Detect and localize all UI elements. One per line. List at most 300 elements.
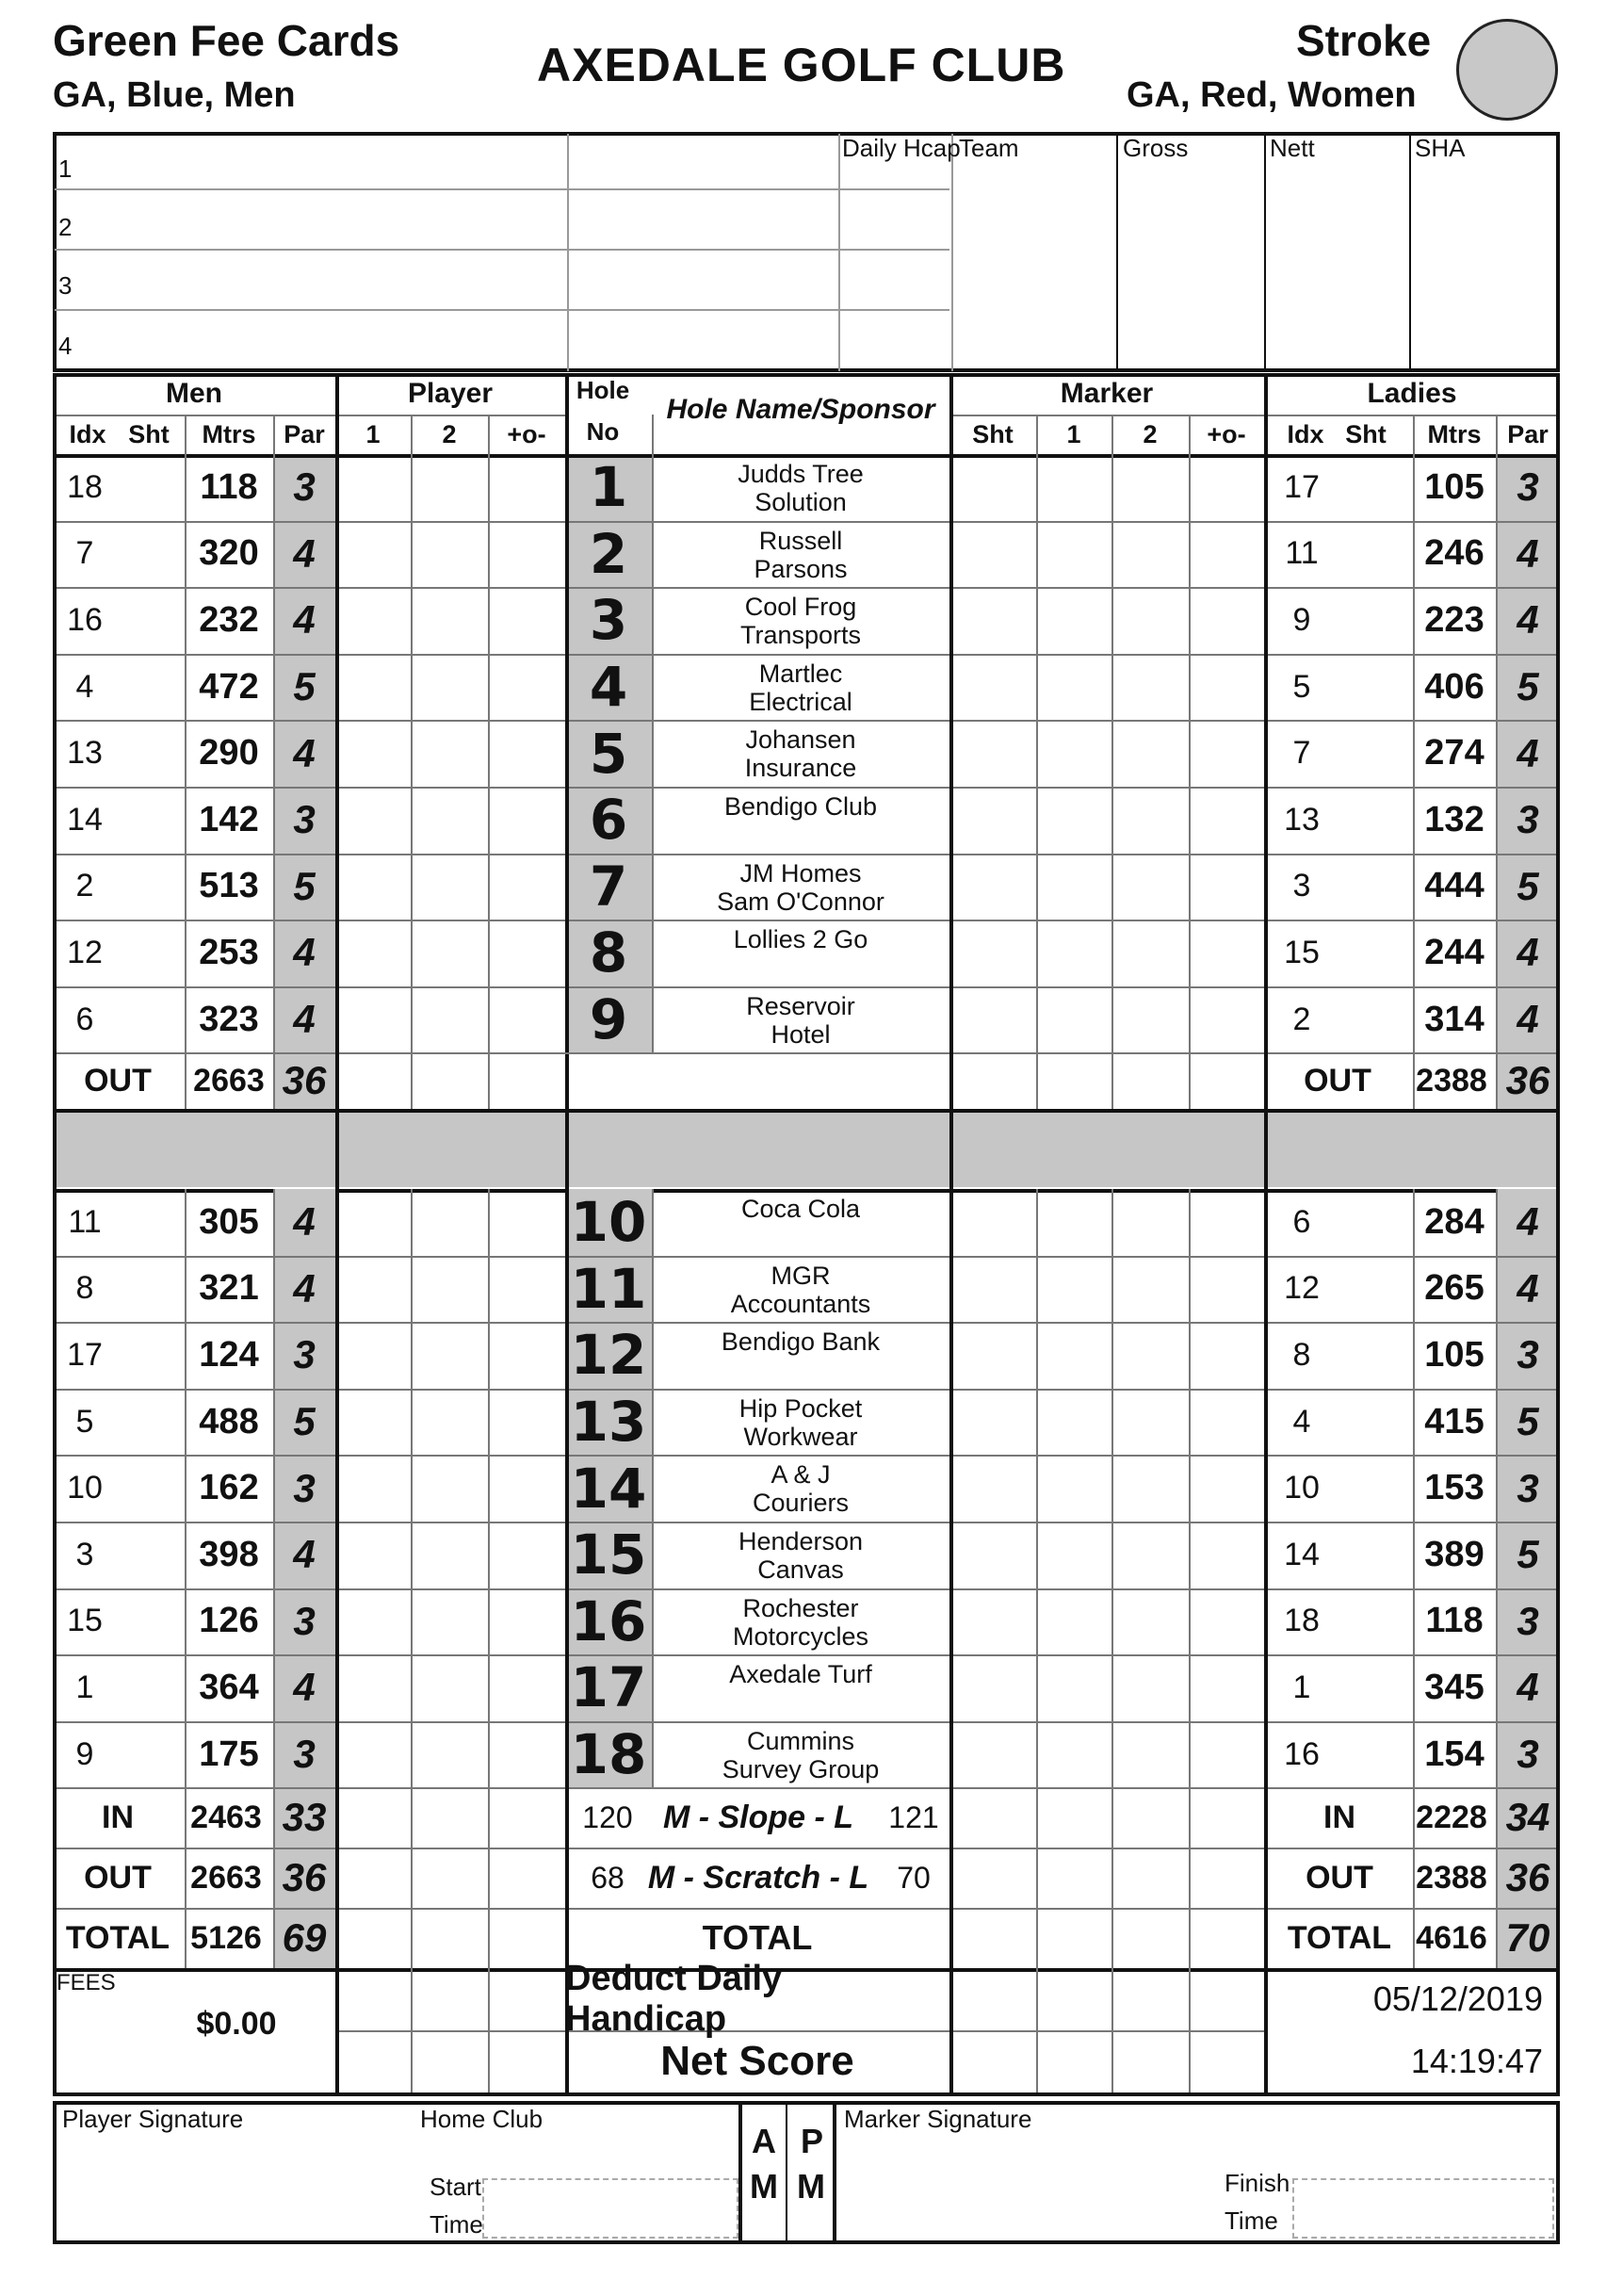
player-score-cell[interactable]	[337, 456, 409, 519]
ladies-metres-cell: 265	[1424, 1268, 1484, 1309]
sponsor-line-1: Hip Pocket	[738, 1393, 863, 1423]
player-score-cell[interactable]	[413, 1523, 486, 1587]
ladies-par-cell: 5	[1517, 1532, 1539, 1577]
marker-score-cell[interactable]	[1113, 1590, 1187, 1653]
marker-score-cell[interactable]	[1191, 456, 1262, 519]
out-label: OUT	[84, 1859, 152, 1896]
men-index-cell: 17	[67, 1336, 103, 1373]
marker-score-cell[interactable]	[1038, 1457, 1110, 1520]
marker-score-cell[interactable]	[1191, 656, 1262, 719]
ladies-par-cell: 4	[1517, 1265, 1539, 1311]
marker-header: Marker	[1060, 378, 1154, 409]
grid-line-v	[1264, 373, 1268, 2092]
player-score-cell[interactable]	[413, 988, 486, 1051]
marker-score-cell[interactable]	[1113, 589, 1187, 652]
grid-line-v	[185, 415, 187, 1109]
sponsor-line-2: Canvas	[757, 1555, 844, 1584]
marker-score-cell[interactable]	[1038, 855, 1110, 919]
grid-line-h	[53, 1455, 1560, 1457]
pm-p: P	[801, 2122, 824, 2160]
player-net-cell[interactable]	[337, 1970, 409, 2028]
player-net-cell[interactable]	[337, 2032, 409, 2091]
net-score-label: Net Score	[660, 2038, 854, 2085]
player-score-cell[interactable]	[490, 1590, 563, 1653]
ladies-metres-cell: 444	[1424, 866, 1484, 906]
player-score-cell[interactable]	[490, 589, 563, 652]
marker-total-cell[interactable]	[1038, 1789, 1110, 1846]
grid-line-h	[53, 587, 1560, 589]
marker-score-cell[interactable]	[1113, 1523, 1187, 1587]
marker-score-cell[interactable]	[1113, 1723, 1187, 1786]
ladies-sht-header: Sht	[1345, 419, 1387, 448]
marker-score-cell[interactable]	[1113, 789, 1187, 852]
marker-total-cell[interactable]	[1191, 1789, 1262, 1846]
out-men-metres: 2663	[190, 1859, 262, 1896]
marker-score-cell[interactable]	[1038, 1324, 1110, 1387]
ladies-par-cell: 4	[1517, 930, 1539, 975]
marker-net-cell[interactable]	[951, 1970, 1034, 2028]
player-score-cell[interactable]	[413, 589, 486, 652]
player-score-cell[interactable]	[337, 1723, 409, 1786]
marker-score-cell[interactable]	[1191, 855, 1262, 919]
player-score-cell[interactable]	[413, 1258, 486, 1321]
grid-line-v	[949, 373, 953, 2092]
marker-score-cell[interactable]	[1038, 988, 1110, 1051]
daily-hcap-label: Daily Hcap	[842, 134, 961, 162]
marker-score-cell[interactable]	[951, 855, 1034, 919]
marker-score-cell[interactable]	[1113, 1656, 1187, 1719]
ladies-index-cell: 11	[1285, 535, 1319, 572]
slope-ladies: 121	[888, 1799, 939, 1834]
men-metres-cell: 253	[199, 932, 259, 972]
marker-total-cell[interactable]	[1038, 1910, 1110, 1966]
fees-label: FEES	[57, 1970, 116, 1996]
player-score-cell[interactable]	[337, 855, 409, 919]
hole-number: 18	[570, 1722, 647, 1787]
sponsor-line-1: Coca Cola	[740, 1195, 861, 1223]
player-score-cell[interactable]	[337, 523, 409, 586]
player-total-cell[interactable]	[337, 1789, 409, 1846]
marker-net-cell[interactable]	[1113, 2032, 1187, 2091]
marker-score-cell[interactable]	[1038, 1523, 1110, 1587]
player-score-cell[interactable]	[413, 656, 486, 719]
out-ladies-label: OUT	[1306, 1859, 1373, 1896]
sponsor-line-1: Lollies 2 Go	[733, 925, 868, 954]
player-col-2: 2	[442, 419, 457, 448]
men-idx-header: Idx	[69, 419, 106, 448]
marker-score-cell[interactable]	[1113, 656, 1187, 719]
ladies-metres-cell: 314	[1424, 999, 1484, 1039]
sponsor-line-2: Electrical	[749, 687, 852, 716]
marker-score-cell[interactable]	[951, 456, 1034, 519]
player-score-cell[interactable]	[490, 1191, 563, 1254]
front-out-men-metres: 2663	[193, 1062, 265, 1099]
player-score-cell[interactable]	[490, 722, 563, 785]
men-index-cell: 18	[67, 468, 103, 505]
men-metres-cell: 472	[199, 666, 259, 707]
grid-line-v	[53, 373, 57, 2092]
ladies-index-cell: 14	[1284, 1536, 1320, 1572]
grid-line-h	[53, 1588, 1560, 1590]
marker-score-cell[interactable]	[951, 589, 1034, 652]
player-score-cell[interactable]	[413, 523, 486, 586]
sponsor-line-1: MGR	[771, 1261, 831, 1290]
marker-score-cell[interactable]	[1191, 1590, 1262, 1653]
marker-score-cell[interactable]	[1191, 1324, 1262, 1387]
player-score-cell[interactable]	[490, 1457, 563, 1520]
marker-score-cell[interactable]	[1113, 921, 1187, 985]
player-score-cell[interactable]	[490, 789, 563, 852]
marker-col-plusminus: +o-	[1207, 419, 1246, 448]
player-score-cell[interactable]	[337, 1324, 409, 1387]
marker-total-cell[interactable]	[1113, 1849, 1187, 1906]
player-score-cell[interactable]	[413, 1457, 486, 1520]
grid-line-h	[53, 1389, 1560, 1391]
finish-time-field[interactable]	[1292, 2178, 1554, 2239]
gross-label: Gross	[1123, 134, 1189, 162]
marker-total-cell[interactable]	[1191, 1849, 1262, 1906]
in-label: IN	[102, 1799, 134, 1835]
total-label: TOTAL	[65, 1919, 170, 1956]
player-score-cell[interactable]	[490, 1523, 563, 1587]
player-score-cell[interactable]	[337, 656, 409, 719]
player-score-cell[interactable]	[490, 1391, 563, 1454]
player-row-2: 2	[58, 213, 73, 241]
marker-score-cell[interactable]	[951, 1523, 1034, 1587]
marker-score-cell[interactable]	[1038, 1656, 1110, 1719]
sponsor-line-2: Insurance	[744, 754, 857, 783]
ladies-index-cell: 5	[1292, 668, 1311, 705]
marker-score-cell[interactable]	[1191, 722, 1262, 785]
men-metres-cell: 118	[200, 466, 258, 507]
player-net-cell[interactable]	[490, 2032, 563, 2091]
men-par-cell: 5	[293, 863, 316, 908]
grid-line-h	[53, 2092, 1560, 2096]
player-total-cell[interactable]	[337, 1910, 409, 1966]
men-metres-cell: 162	[199, 1468, 259, 1508]
hole-number: 5	[589, 721, 628, 786]
fees-value: $0.00	[196, 2005, 277, 2042]
in-ladies-par: 34	[1505, 1795, 1550, 1840]
ladies-metres-cell: 154	[1424, 1734, 1484, 1774]
player-total-cell[interactable]	[337, 1849, 409, 1906]
ladies-metres-cell: 105	[1424, 1334, 1484, 1375]
men-par-cell: 5	[293, 1399, 316, 1444]
player-total-cell[interactable]	[490, 1789, 563, 1846]
player-score-cell[interactable]	[337, 1191, 409, 1254]
marker-net-cell[interactable]	[1038, 2032, 1110, 2091]
marker-score-cell[interactable]	[951, 789, 1034, 852]
marker-net-cell[interactable]	[1191, 1970, 1262, 2028]
marker-score-cell[interactable]	[1113, 1258, 1187, 1321]
player-score-cell[interactable]	[413, 1656, 486, 1719]
player-score-cell[interactable]	[337, 1457, 409, 1520]
grid-line-h	[53, 920, 1560, 921]
player-net-cell[interactable]	[413, 1970, 486, 2028]
ladies-index-cell: 16	[1284, 1735, 1320, 1772]
total-ladies-par: 70	[1505, 1915, 1550, 1961]
marker-total-cell[interactable]	[1038, 1849, 1110, 1906]
ladies-metres-cell: 223	[1424, 599, 1484, 640]
grid-line-v	[273, 415, 275, 1109]
marker-score-cell[interactable]	[1038, 1590, 1110, 1653]
marker-score-cell[interactable]	[951, 1723, 1034, 1786]
grid-line-v	[273, 1189, 275, 1968]
marker-net-cell[interactable]	[1113, 1970, 1187, 2028]
player-net-cell[interactable]	[413, 2032, 486, 2091]
grid-line-h	[53, 1654, 1560, 1656]
ladies-par-cell: 4	[1517, 530, 1539, 576]
player-score-cell[interactable]	[490, 855, 563, 919]
player-total-cell[interactable]	[413, 1910, 486, 1966]
marker-score-cell[interactable]	[1038, 1258, 1110, 1321]
ladies-idx-header: Idx	[1287, 419, 1324, 448]
player-score-cell[interactable]	[413, 1590, 486, 1653]
marker-score-cell[interactable]	[1113, 1391, 1187, 1454]
ladies-metres-cell: 118	[1425, 1601, 1484, 1641]
marker-score-cell[interactable]	[1038, 589, 1110, 652]
men-metres-cell: 398	[199, 1534, 259, 1574]
in-ladies-metres: 2228	[1416, 1799, 1487, 1835]
ladies-index-cell: 3	[1292, 868, 1311, 904]
men-par-cell: 4	[293, 530, 316, 576]
marker-score-cell[interactable]	[951, 722, 1034, 785]
marker-score-cell[interactable]	[1038, 789, 1110, 852]
in-ladies-label: IN	[1323, 1799, 1355, 1835]
hole-number: 6	[589, 788, 628, 853]
sponsor-line-2: Accountants	[730, 1289, 871, 1318]
date-value: 05/12/2019	[1372, 1979, 1543, 2019]
marker-score-cell[interactable]	[951, 1258, 1034, 1321]
ladies-metres-cell: 153	[1424, 1468, 1484, 1508]
grid-line-h	[53, 787, 1560, 789]
grid-line-v	[1036, 415, 1038, 1109]
marker-score-cell[interactable]	[1191, 1656, 1262, 1719]
player-header: Player	[407, 378, 494, 409]
men-par-cell: 4	[293, 730, 316, 775]
player-row-3: 3	[58, 271, 73, 300]
marker-score-cell[interactable]	[1113, 855, 1187, 919]
marker-score-cell[interactable]	[951, 523, 1034, 586]
marker-score-cell[interactable]	[951, 921, 1034, 985]
in-men-metres: 2463	[190, 1799, 262, 1835]
player-score-cell[interactable]	[413, 1391, 486, 1454]
marker-score-cell[interactable]	[1113, 988, 1187, 1051]
sponsor-line-1: Judds Tree	[738, 460, 864, 488]
sponsor-line-2: Couriers	[752, 1489, 850, 1518]
ladies-index-cell: 10	[1284, 1470, 1320, 1506]
marker-score-cell[interactable]	[1191, 1258, 1262, 1321]
men-index-cell: 5	[75, 1403, 94, 1440]
marker-total-cell[interactable]	[1191, 1910, 1262, 1966]
player-score-cell[interactable]	[337, 1656, 409, 1719]
player-net-cell[interactable]	[490, 1970, 563, 2028]
player-score-cell[interactable]	[490, 656, 563, 719]
grid-line-v	[185, 1189, 187, 1968]
men-index-cell: 11	[68, 1203, 102, 1240]
men-index-cell: 10	[67, 1470, 103, 1506]
player-score-cell[interactable]	[337, 1523, 409, 1587]
player-total-cell[interactable]	[413, 1849, 486, 1906]
player-total-cell[interactable]	[413, 1789, 486, 1846]
slope-men: 120	[582, 1799, 633, 1834]
player-score-cell[interactable]	[413, 722, 486, 785]
marker-score-cell[interactable]	[951, 656, 1034, 719]
marker-score-cell[interactable]	[1113, 1324, 1187, 1387]
player-score-cell[interactable]	[490, 1324, 563, 1387]
player-score-cell[interactable]	[413, 456, 486, 519]
ladies-index-cell: 9	[1292, 601, 1311, 638]
marker-score-cell[interactable]	[1113, 1191, 1187, 1254]
player-score-cell[interactable]	[413, 1723, 486, 1786]
ladies-par-cell: 3	[1517, 1332, 1539, 1377]
player-row-4: 4	[58, 332, 73, 360]
marker-net-cell[interactable]	[1191, 2032, 1262, 2091]
player-total-cell[interactable]	[490, 1910, 563, 1966]
front-out-ladies-label: OUT	[1304, 1062, 1371, 1099]
marker-score-cell[interactable]	[1191, 789, 1262, 852]
men-metres-cell: 323	[199, 999, 259, 1039]
marker-net-cell[interactable]	[951, 2032, 1034, 2091]
marker-sht-header: Sht	[972, 419, 1014, 448]
player-total-cell[interactable]	[490, 1849, 563, 1906]
grid-line-h	[53, 720, 1560, 722]
ladies-index-cell: 7	[1292, 735, 1311, 772]
scratch-men: 68	[591, 1860, 625, 1895]
men-par-cell: 4	[293, 1532, 316, 1577]
player-score-cell[interactable]	[337, 589, 409, 652]
ladies-metres-cell: 406	[1424, 666, 1484, 707]
marker-score-cell[interactable]	[951, 1656, 1034, 1719]
player-score-cell[interactable]	[490, 988, 563, 1051]
start-time-label: Time	[430, 2210, 483, 2239]
marker-score-cell[interactable]	[1191, 523, 1262, 586]
marker-total-cell[interactable]	[1113, 1789, 1187, 1846]
hole-number: 7	[589, 854, 628, 919]
start-time-field[interactable]	[482, 2178, 738, 2239]
marker-score-cell[interactable]	[1191, 1723, 1262, 1786]
grid-line-v	[1111, 415, 1113, 1109]
player-score-cell[interactable]	[337, 1590, 409, 1653]
total-men-par: 69	[282, 1915, 327, 1961]
marker-total-cell[interactable]	[1113, 1910, 1187, 1966]
player-score-cell[interactable]	[337, 988, 409, 1051]
grid-line-v	[1189, 415, 1191, 1109]
men-metres-cell: 513	[199, 866, 259, 906]
marker-score-cell[interactable]	[1038, 1391, 1110, 1454]
marker-score-cell[interactable]	[1191, 1391, 1262, 1454]
marker-score-cell[interactable]	[1038, 1723, 1110, 1786]
marker-score-cell[interactable]	[1113, 1457, 1187, 1520]
sponsor-line-1: Reservoir	[746, 991, 855, 1020]
marker-score-cell[interactable]	[1191, 1523, 1262, 1587]
player-score-cell[interactable]	[337, 1391, 409, 1454]
marker-score-cell[interactable]	[951, 1590, 1034, 1653]
player-score-cell[interactable]	[490, 523, 563, 586]
grid-line-h	[53, 1322, 1560, 1324]
marker-score-cell[interactable]	[951, 988, 1034, 1051]
player-score-cell[interactable]	[490, 1258, 563, 1321]
front-out-ladies-metres: 2388	[1416, 1062, 1487, 1099]
marker-total-cell[interactable]	[951, 1910, 1034, 1966]
marker-score-cell[interactable]	[1038, 656, 1110, 719]
men-metres-cell: 142	[199, 799, 259, 839]
men-header: Men	[166, 378, 222, 409]
player-score-cell[interactable]	[413, 1191, 486, 1254]
marker-score-cell[interactable]	[951, 1457, 1034, 1520]
player-score-cell[interactable]	[337, 921, 409, 985]
ladies-index-cell: 13	[1284, 801, 1320, 838]
player-score-cell[interactable]	[490, 456, 563, 519]
men-par-cell: 3	[293, 797, 316, 842]
marker-score-cell[interactable]	[1038, 921, 1110, 985]
ladies-index-cell: 6	[1292, 1203, 1311, 1240]
marker-score-cell[interactable]	[1191, 1457, 1262, 1520]
ladies-index-cell: 4	[1292, 1403, 1311, 1440]
club-title: AXEDALE GOLF CLUB	[537, 39, 1066, 91]
grid-line-h	[53, 986, 1560, 988]
grid-line-v	[1496, 1189, 1498, 1968]
marker-score-cell[interactable]	[1038, 456, 1110, 519]
player-score-cell[interactable]	[490, 1656, 563, 1719]
sponsor-line-2: Transports	[739, 621, 862, 650]
hole-number: 2	[589, 521, 628, 586]
marker-total-cell[interactable]	[951, 1789, 1034, 1846]
player-score-cell[interactable]	[413, 789, 486, 852]
men-sht-header: Sht	[128, 419, 170, 448]
grid-line-v	[411, 1189, 413, 2092]
marker-total-cell[interactable]	[951, 1849, 1034, 1906]
player-score-cell[interactable]	[337, 722, 409, 785]
marker-score-cell[interactable]	[1113, 523, 1187, 586]
grid-line-v	[1413, 1189, 1415, 1968]
marker-score-cell[interactable]	[1113, 722, 1187, 785]
grid-line-v	[488, 415, 490, 1109]
marker-net-cell[interactable]	[1038, 1970, 1110, 2028]
ladies-par-cell: 5	[1517, 1399, 1539, 1444]
marker-score-cell[interactable]	[1191, 988, 1262, 1051]
grid-line-v	[565, 373, 569, 2092]
sponsor-line-1: Johansen	[745, 725, 856, 755]
men-par-cell: 5	[293, 664, 316, 709]
marker-score-cell[interactable]	[1038, 523, 1110, 586]
men-index-cell: 13	[67, 735, 103, 772]
player-score-cell[interactable]	[337, 1258, 409, 1321]
grid-line-h	[53, 1522, 1560, 1523]
marker-score-cell[interactable]	[1191, 921, 1262, 985]
marker-score-cell[interactable]	[1191, 1191, 1262, 1254]
marker-score-cell[interactable]	[951, 1191, 1034, 1254]
player-score-cell[interactable]	[490, 921, 563, 985]
player-score-cell[interactable]	[337, 789, 409, 852]
player-score-cell[interactable]	[413, 855, 486, 919]
marker-score-cell[interactable]	[1038, 722, 1110, 785]
men-par-cell: 4	[293, 1199, 316, 1245]
ladies-metres-cell: 244	[1424, 932, 1484, 972]
marker-score-cell[interactable]	[1038, 1191, 1110, 1254]
marker-score-cell[interactable]	[1191, 589, 1262, 652]
player-score-cell[interactable]	[490, 1723, 563, 1786]
player-score-cell[interactable]	[413, 1324, 486, 1387]
marker-score-cell[interactable]	[951, 1391, 1034, 1454]
men-par-cell: 4	[293, 597, 316, 643]
ladies-metres-cell: 274	[1424, 733, 1484, 773]
player-score-cell[interactable]	[413, 921, 486, 985]
marker-score-cell[interactable]	[951, 1324, 1034, 1387]
marker-score-cell[interactable]	[1113, 456, 1187, 519]
out-ladies-metres: 2388	[1416, 1859, 1487, 1896]
men-index-cell: 12	[67, 934, 103, 970]
